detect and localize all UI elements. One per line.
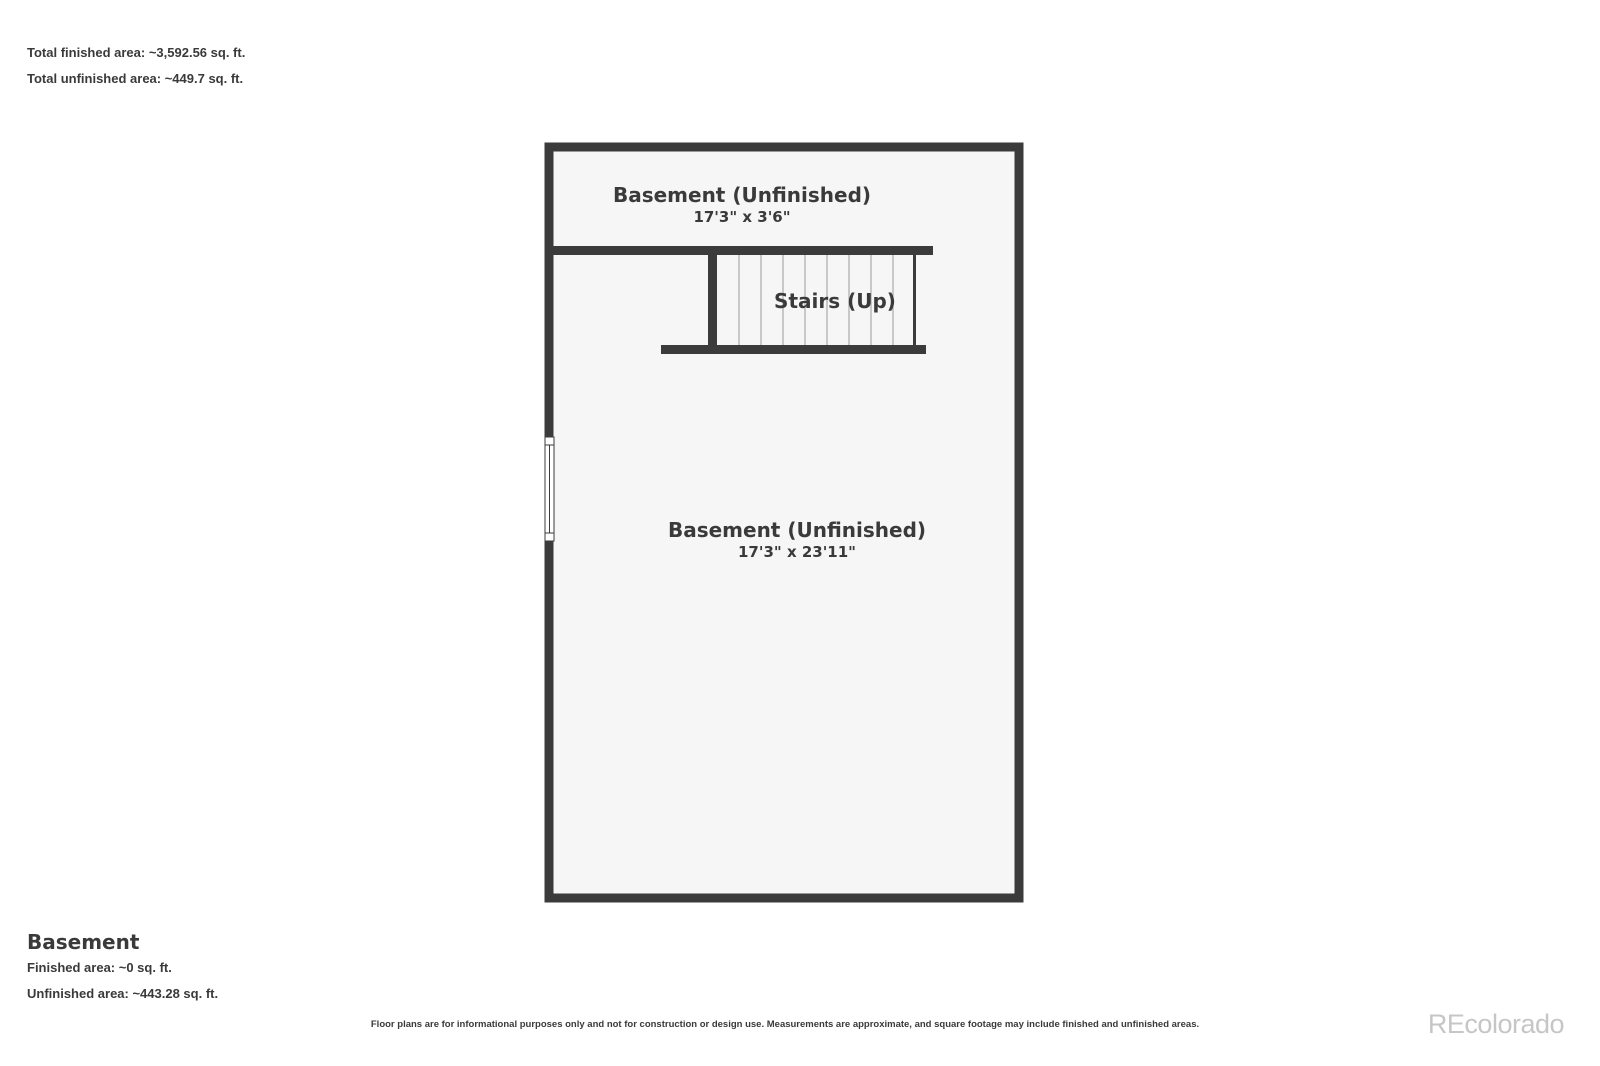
total-unfinished-area: Total unfinished area: ~449.7 sq. ft.	[27, 71, 244, 86]
floor-title: Basement	[27, 930, 140, 954]
floor-unfinished-area: Unfinished area: ~443.28 sq. ft.	[27, 986, 219, 1001]
room-name: Stairs (Up)	[774, 289, 896, 313]
disclaimer: Floor plans are for informational purposes only and not for construction or design use. Measurements are approximate, and square footage may include finished and unfinished areas.	[370, 1019, 1200, 1030]
watermark-logo: REcolorado	[1427, 1009, 1564, 1039]
interior-wall-top	[553, 246, 933, 255]
room-label-main-basement	[632, 518, 962, 562]
floor-finished-area: Finished area: ~0 sq. ft.	[27, 960, 172, 975]
total-finished-area: Total finished area: ~3,592.56 sq. ft.	[27, 45, 246, 60]
room-dimensions: 17'3" x 3'6"	[693, 208, 791, 226]
stair-wall-left	[708, 255, 717, 350]
room-name: Basement (Unfinished)	[667, 518, 927, 542]
room-name: Basement (Unfinished)	[612, 183, 872, 207]
room-label-stairs	[730, 289, 940, 313]
room-dimensions: 17'3" x 23'11"	[738, 543, 856, 561]
stair-wall-bottom	[661, 345, 926, 354]
room-label-upper-basement	[577, 183, 907, 227]
